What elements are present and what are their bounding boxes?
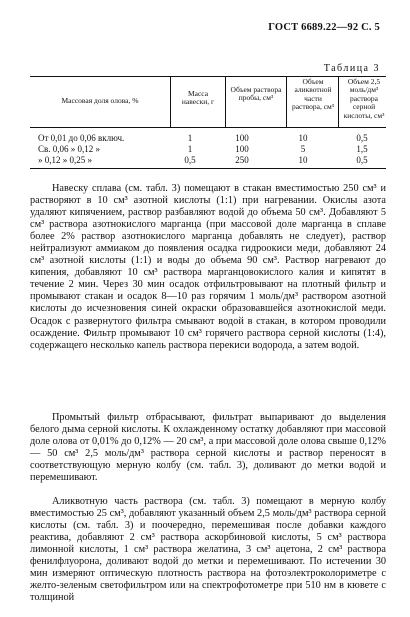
table-cell: От 0,01 до 0,06 включ. bbox=[38, 133, 125, 143]
table-col-divider bbox=[338, 77, 339, 127]
column-header-sample-volume: Объем раствора пробы, см³ bbox=[230, 85, 282, 103]
table-cell: 5 bbox=[300, 144, 306, 154]
table-row bbox=[30, 133, 386, 144]
table-cell: 0,5 bbox=[184, 155, 196, 165]
paragraph: Аликвотную часть раствора (см. табл. 3) помещают в мерную колбу вместимостью 25 см³, добавляют указанный объем 2,5 моль/дм³ раствора серной кислоты (см. табл. 3) и поочередно, перемешивая после добавки каждого реактива, добавляют 2 см³ раствора аскорбиновой кислоты, 5 см³ раствора лимонной кислоты, 1 см³ раствора желатина, 3 см³ ацетона, 2 см³ раствора фенилфлуорона, доливают водой до метки и перемешивают. По истечении 30 мин измеряют оптическую плотность раствора на фотоэлектроколориметре с желто-зеленым светофильтром или на спектрофотометре при 510 нм в кювете с толщиной bbox=[30, 496, 386, 604]
table-cell: 1,5 bbox=[356, 144, 368, 154]
table-bottom-rule bbox=[30, 168, 386, 169]
paragraph: Навеску сплава (см. табл. 3) помещают в стакан вместимостью 250 см³ и растворяют в 10 см³ азотной кислоты (1:1) при нагревании. Окислы азота удаляют кипячением, раствор разбавляют водой до объема 50 см³. Добавляют 5 см³ раствора азотнокислого марганца (при массовой доле марганца в сплаве более 2% раствор азотнокислого марганца добавлять не следует), раствор нейтрализуют аммиаком до появления осадка гидроокиси меди, добавляют 24 см³ азотной кислоты (1:1) и воды до объема 90 см³. Раствор нагревают до кипения, добавляют 10 см³ раствора марганцовокислого калия и кипятят в течение 2 мин. Через 30 мин осадок отфильтровывают на плотный фильтр и промывают стакан и осадок 8—10 раз горячим 1 моль/дм³ раствором азотной кислоты до исчезновения синей окраски образовавшейся азотнокислой меди. Осадок с развернутого фильтра смывают водой в стакан, в котором проводили осаждение. Фильтр промывают 10 см³ горячего раствора серной кислоты (1:4), содержащего несколько капель раствора перекиси водорода, а затем водой. bbox=[30, 183, 386, 351]
column-header-aliquot-volume: Объем аликвотной части раствора, см³ bbox=[291, 77, 335, 112]
table-cell: 0,5 bbox=[356, 155, 368, 165]
table-cell: 0,5 bbox=[356, 133, 368, 143]
table-cell: 10 bbox=[298, 133, 308, 143]
table-cell: 1 bbox=[187, 144, 193, 154]
table-col-divider bbox=[225, 77, 226, 127]
table-top-rule bbox=[30, 76, 386, 77]
table-cell: » 0,12 » 0,25 » bbox=[38, 155, 92, 165]
table-row bbox=[30, 155, 386, 166]
table-cell: 100 bbox=[235, 133, 249, 143]
table-row bbox=[30, 144, 386, 155]
page-header: ГОСТ 6689.22—92 С. 5 bbox=[268, 22, 380, 33]
table-cell: 10 bbox=[298, 155, 308, 165]
table-cell: Св. 0,06 » 0,12 » bbox=[38, 144, 101, 154]
table-cell: 250 bbox=[235, 155, 249, 165]
table-cell: 1 bbox=[187, 133, 193, 143]
column-header-tin-fraction: Массовая доля олова, % bbox=[61, 96, 139, 105]
paragraph: Промытый фильтр отбрасывают, фильтрат выпаривают до выделения белого дыма серной кислоты. К охлажденному остатку добавляют при массовой доле олова от 0,01% до 0,12% — 20 см³, а при массовой доле олова свыше 0,12% — 50 см³ 2,5 моль/дм³ раствора серной кислоты и раствор переносят в соответствующую мерную колбу (см. табл. 3), доливают до метки водой и перемешивают. bbox=[30, 412, 386, 484]
table-header-rule bbox=[30, 127, 386, 128]
table-col-divider bbox=[286, 77, 287, 127]
column-header-acid-volume: Объем 2,5 моль/дм³ раствора серной кислоты, см³ bbox=[343, 77, 385, 120]
column-header-sample-mass: Масса навески, г bbox=[181, 89, 215, 107]
table-label: Таблица 3 bbox=[323, 63, 380, 74]
table-col-divider bbox=[170, 77, 171, 127]
table-cell: 100 bbox=[235, 144, 249, 154]
